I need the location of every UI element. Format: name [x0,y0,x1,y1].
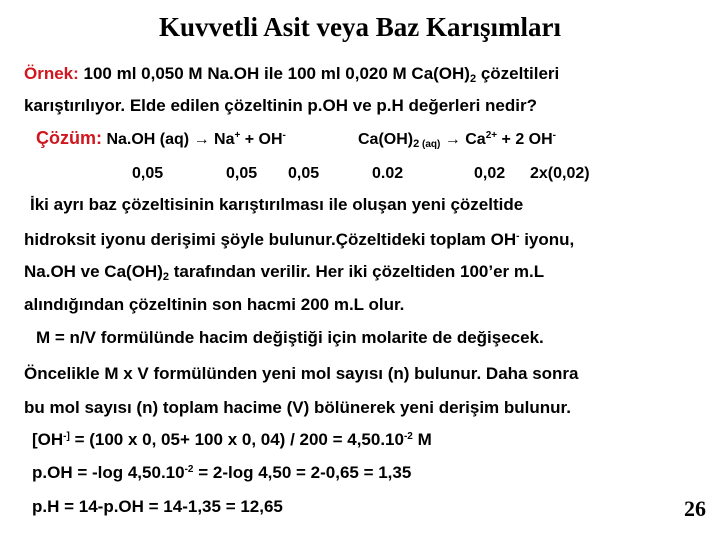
calc-1-sup: -] [63,431,70,442]
calc-hydroxide-concentration [32,430,432,450]
paragraph-line-2 [24,230,574,250]
calc-1-a: [OH [32,430,64,449]
solution-equation-2 [358,130,556,150]
concentration-value: 0,05 [132,165,164,182]
paragraph-line-5: M = n/V formülünde hacim değiştiği için molarite de değişecek. [36,328,544,347]
example-subscript: 2 [469,73,477,85]
calc-ph: p.H = 14-p.OH = 14-1,35 = 12,65 [32,497,283,516]
paragraph-line-2-sup: - [516,231,520,242]
example-label: Örnek: [24,64,79,83]
example-text-2: çözeltileri [476,64,560,83]
equation-1-sup-1: + [234,130,241,141]
equation-2-part-b: → Ca [440,131,486,148]
example-line-1 [24,64,559,85]
calc-2-b: = 2-log 4,50 = 2-0,65 = 1,35 [193,463,412,482]
paragraph-line-2-a: hidroksit iyonu derişimi şöyle bulunur.Çözeltideki toplam OH [24,230,517,249]
equation-2-sub-2: (aq) [419,139,441,150]
paragraph-line-4: alındığından çözeltinin son hacmi 200 m.L olur. [24,295,405,314]
calc-1-sup-2: -2 [403,431,413,442]
equation-1-part-a: Na.OH (aq) → Na [102,131,235,148]
equation-1-part-b: + OH [240,131,283,148]
concentration-value: 0,05 [288,165,320,182]
calc-1-c: M [412,430,432,449]
paragraph-line-3-sub: 2 [162,271,169,283]
paragraph-line-2-b: iyonu, [519,230,575,249]
equation-2-sup-1: 2+ [485,130,498,141]
paragraph-line-3 [24,262,544,283]
paragraph-line-1: İki ayrı baz çözeltisinin karıştırılması ile oluşan yeni çözeltide [30,195,524,214]
calc-2-sup: -2 [184,464,194,475]
equation-1-sup-2: - [282,130,286,141]
example-text-1: 100 ml 0,050 M Na.OH ile 100 ml 0,020 M Ca(OH) [78,64,470,83]
concentration-value: 0.02 [372,165,404,182]
paragraph-line-3-b: tarafından verilir. Her iki çözeltiden 100’er m.L [169,262,545,281]
page-number: 26 [684,496,706,521]
solution-label: Çözüm: [36,128,102,148]
concentration-value: 2x(0,02) [530,165,590,182]
equation-2-part-c: + 2 OH [497,131,553,148]
concentration-value: 0,05 [226,165,258,182]
calc-poh [32,463,411,483]
equation-2-sub-1: 2 [413,138,420,150]
paragraph-line-7: bu mol sayısı (n) toplam hacime (V) bölünerek yeni derişim bulunur. [24,398,571,417]
concentration-value: 0,02 [474,165,506,182]
equation-2-sup-2: - [552,130,557,141]
page-title: Kuvvetli Asit veya Baz Karışımları [159,12,561,42]
paragraph-line-6: Öncelikle M x V formülünden yeni mol sayısı (n) bulunur. Daha sonra [24,364,579,383]
solution-equation-1 [36,128,286,149]
calc-2-a: p.OH = -log 4,50.10 [32,463,185,482]
equation-2-part-a: Ca(OH) [358,131,414,148]
calc-1-b: = (100 x 0, 05+ 100 x 0, 04) / 200 = 4,50.10 [69,430,404,449]
paragraph-line-3-a: Na.OH ve Ca(OH) [24,262,163,281]
example-line-2: karıştırılıyor. Elde edilen çözeltinin p.OH ve p.H değerleri nedir? [24,96,537,115]
